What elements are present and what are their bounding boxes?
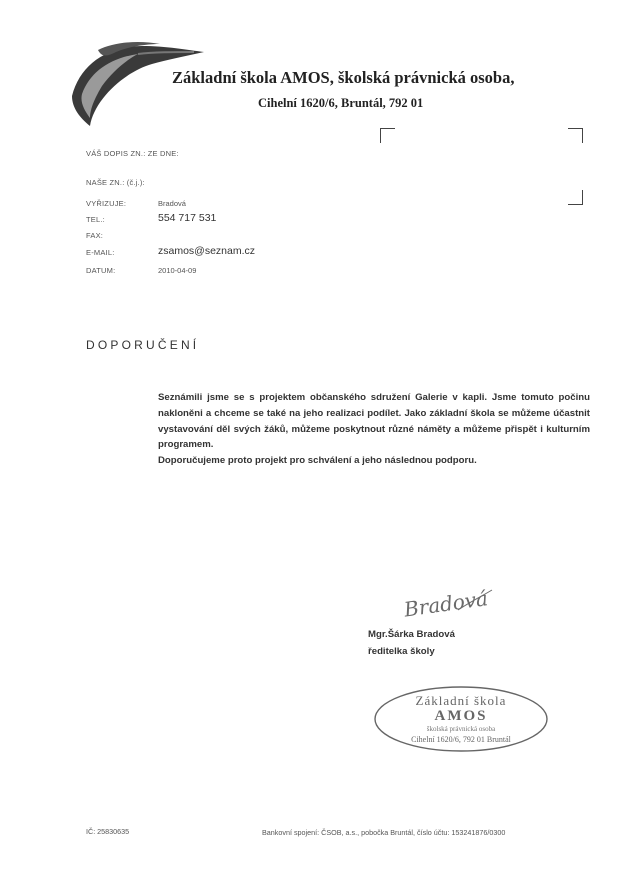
school-stamp (372, 684, 550, 754)
stamp-line-1: Základní škola (415, 693, 507, 708)
signer-title: ředitelka školy (368, 646, 435, 657)
school-address: Cihelní 1620/6, Bruntál, 792 01 (258, 96, 424, 110)
vas-dopis-label: VÁŠ DOPIS ZN.: ZE DNE: (86, 149, 179, 158)
address-window-corner-top-left (380, 128, 395, 143)
address-window-corner-bottom-right (568, 190, 583, 205)
stamp-line-4: Cihelní 1620/6, 792 01 Bruntál (411, 735, 511, 744)
signer-block (368, 626, 455, 660)
footer-bank-details: Bankovní spojení: ČSOB, a.s., pobočka Bruntál, číslo účtu: 153241876/0300 (262, 828, 506, 837)
vyrizuje-value: Bradová (158, 199, 186, 208)
document-heading: DOPORUČENÍ (86, 338, 200, 352)
tel-label: TEL.: (86, 215, 105, 224)
body-paragraph-2: Doporučujeme proto projekt pro schválení a jeho následnou podporu. (158, 455, 477, 467)
tel-value: 554 717 531 (158, 212, 217, 224)
stamp-line-3: školská právnická osoba (426, 725, 496, 733)
school-name: Základní škola AMOS, školská právnická osoba, (172, 68, 515, 87)
signature-text: Bradová (402, 586, 490, 622)
signer-name: Mgr.Šárka Bradová (368, 629, 455, 640)
handwritten-signature (398, 582, 498, 622)
datum-value: 2010-04-09 (158, 266, 197, 275)
address-window-corner-top-right (568, 128, 583, 143)
letter-body (158, 390, 590, 469)
datum-label: DATUM: (86, 266, 116, 275)
fax-label: FAX: (86, 231, 104, 240)
vyrizuje-label: VYŘIZUJE: (86, 199, 127, 208)
email-label: E-MAIL: (86, 248, 115, 257)
stamp-line-2: AMOS (434, 708, 488, 724)
footer-ic: IČ: 25830635 (86, 827, 130, 836)
email-value: zsamos@seznam.cz (158, 245, 256, 257)
nase-zn-label: NAŠE ZN.: (č.j.): (86, 178, 145, 187)
body-paragraph-1: Seznámili jsme se s projektem občanského sdružení Galerie v kapli. Jsme tomuto počinu nakloněni a chceme se také na jeho realizaci podílet. Jako základní škola se můžeme účastnit vystavování děl svých žáků, můžeme poskytnout různé náměty a můžeme přispět i kulturním programem. (158, 392, 590, 451)
